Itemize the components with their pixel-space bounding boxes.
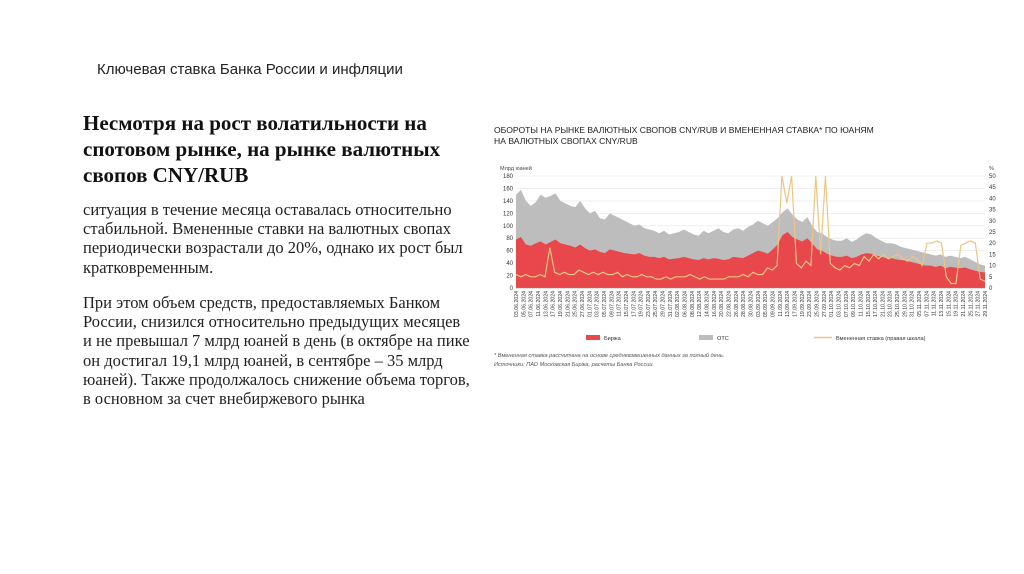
x-tick-label: 06.08.2024: [682, 291, 689, 317]
x-tick-label: 05.09.2024: [763, 291, 770, 317]
x-tick-label: 15.11.2024: [946, 291, 953, 317]
footnote-definition: * Вмененная ставка рассчитана на основе средневзвешенных данных за полный день.: [494, 353, 725, 359]
legend-swatch-exchange: [586, 335, 600, 340]
x-tick-label: 17.09.2024: [792, 291, 799, 317]
x-tick-label: 29.10.2024: [902, 291, 909, 317]
paragraph-1: ситуация в течение месяца оставалась относительно стабильной. Вмененные ставки на валютных свопах периодически возрастали до 20%, однако их рост был кратковременным.: [83, 200, 463, 277]
x-tick-label: 29.07.2024: [660, 291, 667, 317]
x-tick-label: 11.11.2024: [931, 291, 938, 317]
x-tick-label: 02.08.2024: [675, 291, 682, 317]
x-tick-label: 01.10.2024: [829, 291, 836, 317]
x-tick-label: 05.07.2024: [601, 291, 608, 317]
y-tick-right: 15: [989, 252, 996, 259]
x-tick-label: 05.06.2024: [521, 291, 528, 317]
x-tick-label: 27.11.2024: [975, 291, 982, 317]
y-tick-right: 35: [989, 207, 996, 214]
x-tick-label: 20.08.2024: [719, 291, 726, 317]
x-tick-label: 11.06.2024: [535, 291, 542, 317]
x-tick-label: 07.11.2024: [924, 291, 931, 317]
y-tick-left: 140: [502, 198, 513, 205]
y-tick-right: 25: [989, 230, 996, 236]
x-tick-label: 08.08.2024: [689, 291, 696, 317]
x-tick-label: 12.08.2024: [697, 291, 704, 317]
x-tick-label: 21.10.2024: [880, 291, 887, 317]
legend-label-otc: OTC: [717, 336, 729, 342]
y-axis-left-unit: Млрд юаней: [500, 166, 532, 172]
x-tick-label: 30.08.2024: [748, 291, 755, 317]
y-tick-right: 40: [989, 196, 996, 203]
x-tick-label: 26.08.2024: [733, 291, 740, 317]
x-tick-label: 25.10.2024: [895, 291, 902, 317]
x-tick-label: 23.09.2024: [807, 291, 814, 317]
y-tick-right: 5: [989, 274, 993, 281]
x-tick-label: 21.06.2024: [565, 291, 572, 317]
paragraph-2: При этом объем средств, предоставляемых Банком России, снизился относительно предыдущих месяцев и не превышал 7 млрд юаней в день (в октябре на пике он достигал 19,1 млрд юаней, в сентябре – 35 млрд юаней). Также продолжалось снижение объема торгов, в основном за счет внебиржевого рынка: [83, 293, 470, 409]
x-tick-label: 27.09.2024: [821, 291, 828, 317]
y-tick-right: 30: [989, 218, 996, 225]
y-tick-right: 10: [989, 263, 996, 270]
x-tick-label: 01.07.2024: [587, 291, 594, 317]
y-tick-right: 20: [989, 241, 996, 248]
y-tick-left: 0: [509, 286, 513, 292]
x-tick-label: 25.11.2024: [968, 291, 975, 317]
x-tick-label: 21.11.2024: [961, 291, 968, 317]
y-tick-right: 50: [989, 174, 996, 180]
x-tick-label: 13.06.2024: [543, 291, 550, 317]
y-tick-right: 45: [989, 185, 996, 192]
x-tick-label: 31.10.2024: [909, 291, 916, 317]
x-tick-label: 11.10.2024: [858, 291, 865, 317]
x-tick-label: 19.07.2024: [638, 291, 645, 317]
y-tick-left: 80: [506, 236, 513, 243]
x-tick-label: 09.10.2024: [851, 291, 858, 317]
x-tick-label: 19.11.2024: [953, 291, 960, 317]
x-tick-label: 11.07.2024: [616, 291, 623, 317]
y-tick-left: 20: [506, 273, 513, 280]
x-tick-label: 25.06.2024: [572, 291, 579, 317]
chart-figure: [494, 124, 1004, 374]
x-tick-label: 03.09.2024: [755, 291, 762, 317]
x-tick-label: 27.06.2024: [579, 291, 586, 317]
x-tick-label: 28.08.2024: [741, 291, 748, 317]
x-tick-label: 23.07.2024: [645, 291, 652, 317]
x-tick-label: 15.10.2024: [865, 291, 872, 317]
x-tick-label: 19.06.2024: [557, 291, 564, 317]
x-tick-label: 25.07.2024: [653, 291, 660, 317]
y-tick-left: 60: [506, 248, 513, 255]
x-tick-label: 03.06.2024: [514, 291, 520, 317]
y-axis-right-unit: %: [989, 166, 994, 172]
x-tick-label: 07.10.2024: [843, 291, 850, 317]
x-tick-label: 23.10.2024: [887, 291, 894, 317]
chart-title-line-1: ОБОРОТЫ НА РЫНКЕ ВАЛЮТНЫХ СВОПОВ CNY/RUB И ВМЕНЕННАЯ СТАВКА* ПО ЮАНЯМ: [494, 125, 874, 135]
y-tick-right: 0: [989, 286, 993, 292]
footnote-sources: Источники: ПАО Московская Биржа, расчеты Банка России.: [494, 361, 655, 368]
x-tick-label: 19.09.2024: [799, 291, 806, 317]
x-tick-label: 17.10.2024: [873, 291, 880, 317]
x-tick-label: 13.09.2024: [785, 291, 792, 317]
x-tick-label: 03.10.2024: [836, 291, 843, 317]
x-tick-label: 05.11.2024: [917, 291, 924, 317]
x-tick-label: 07.06.2024: [528, 291, 535, 317]
y-tick-left: 180: [502, 174, 513, 180]
legend-swatch-otc: [699, 335, 713, 340]
x-tick-label: 17.06.2024: [550, 291, 557, 317]
x-tick-label: 09.09.2024: [770, 291, 777, 317]
x-tick-label: 14.08.2024: [704, 291, 711, 317]
y-tick-left: 100: [502, 223, 513, 230]
x-tick-label: 03.07.2024: [594, 291, 601, 317]
y-tick-left: 120: [502, 211, 513, 218]
x-tick-label: 13.11.2024: [939, 291, 946, 317]
y-tick-left: 160: [502, 186, 513, 193]
x-tick-label: 25.09.2024: [814, 291, 821, 317]
x-tick-label: 17.07.2024: [631, 291, 638, 317]
legend-label-exchange: Биржа: [604, 336, 621, 342]
y-tick-left: 40: [506, 261, 513, 268]
chart-footnotes: [494, 352, 954, 369]
x-tick-label: 31.07.2024: [667, 291, 674, 317]
chart-title-line-2: НА ВАЛЮТНЫХ СВОПАХ CNY/RUB: [494, 136, 638, 146]
x-tick-label: 29.11.2024: [983, 291, 989, 317]
x-tick-label: 22.08.2024: [726, 291, 733, 317]
legend-label-implied-rate: Вмененная ставка (правая шкала): [836, 336, 926, 342]
slide-title: Ключевая ставка Банка России и инфляции: [97, 61, 403, 78]
chart-legend: [586, 335, 926, 342]
lead-heading: Несмотря на рост волатильности на спотовом рынке, на рынке валютных свопов CNY/RUB: [83, 111, 441, 187]
x-tick-label: 16.08.2024: [711, 291, 718, 317]
x-tick-label: 09.07.2024: [609, 291, 616, 317]
chart-canvas: [494, 124, 1004, 352]
x-tick-label: 15.07.2024: [623, 291, 630, 317]
x-tick-label: 11.09.2024: [777, 291, 784, 317]
